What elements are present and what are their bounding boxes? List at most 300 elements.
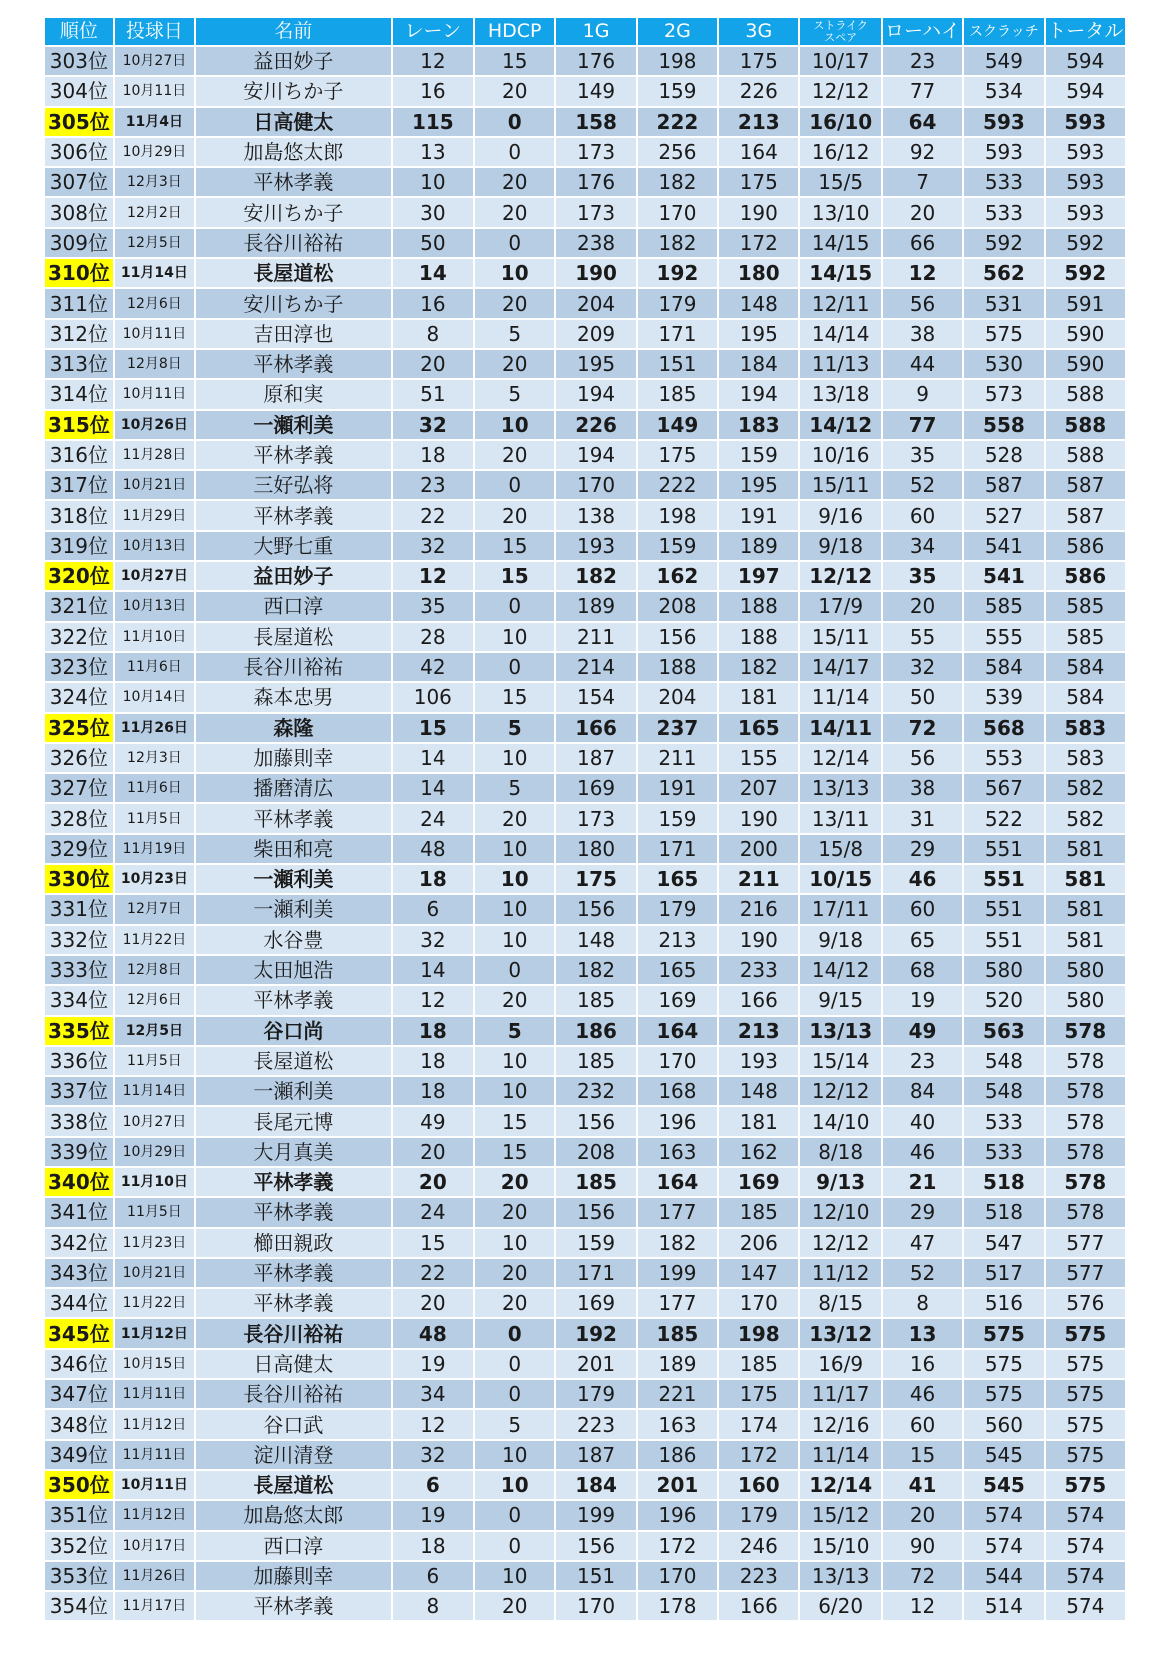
lane-cell: 6 — [392, 894, 474, 924]
lane-cell: 19 — [392, 1500, 474, 1530]
header-spare-label: スペア — [824, 30, 858, 44]
hdcp-cell: 10 — [474, 410, 555, 440]
date-cell: 12月6日 — [114, 288, 195, 318]
rank-cell: 320位 — [44, 561, 114, 591]
game3-cell: 160 — [718, 1470, 799, 1500]
strike-spare-cell: 10/15 — [799, 864, 881, 894]
table-row — [44, 349, 1126, 379]
header-strike-spare — [799, 17, 881, 46]
date-cell: 10月21日 — [114, 470, 195, 500]
strike-spare-cell: 12/12 — [799, 561, 881, 591]
date-cell: 10月23日 — [114, 864, 195, 894]
game3-cell: 179 — [718, 1500, 799, 1530]
low-high-cell: 31 — [882, 803, 963, 833]
rank-cell: 325位 — [44, 713, 114, 743]
name-cell: 長屋道松 — [195, 1470, 392, 1500]
game1-cell: 192 — [555, 1318, 636, 1348]
game2-cell: 182 — [637, 1228, 718, 1258]
game3-cell: 191 — [718, 500, 799, 530]
game2-cell: 163 — [637, 1409, 718, 1439]
game2-cell: 237 — [637, 713, 718, 743]
strike-spare-cell: 13/13 — [799, 773, 881, 803]
game2-cell: 163 — [637, 1137, 718, 1167]
total-cell: 585 — [1045, 591, 1126, 621]
table-row — [44, 864, 1126, 894]
rank-cell: 306位 — [44, 137, 114, 167]
name-cell: 播磨清広 — [195, 773, 392, 803]
low-high-cell: 66 — [882, 228, 963, 258]
rank-cell: 307位 — [44, 167, 114, 197]
game3-cell: 193 — [718, 1046, 799, 1076]
date-cell: 11月11日 — [114, 1379, 195, 1409]
name-cell: 原和実 — [195, 379, 392, 409]
total-cell: 587 — [1045, 500, 1126, 530]
name-cell: 長尾元博 — [195, 1106, 392, 1136]
table-row — [44, 137, 1126, 167]
hdcp-cell: 0 — [474, 652, 555, 682]
low-high-cell: 23 — [882, 46, 963, 76]
game2-cell: 172 — [637, 1531, 718, 1561]
hdcp-cell: 20 — [474, 1288, 555, 1318]
game1-cell: 171 — [555, 1258, 636, 1288]
rank-cell: 354位 — [44, 1591, 114, 1621]
lane-cell: 18 — [392, 1046, 474, 1076]
rank-cell: 346位 — [44, 1349, 114, 1379]
table-row — [44, 561, 1126, 591]
name-cell: 平林孝義 — [195, 349, 392, 379]
total-cell: 574 — [1045, 1591, 1126, 1621]
name-cell: 淀川清登 — [195, 1440, 392, 1470]
strike-spare-cell: 14/15 — [799, 228, 881, 258]
table-row — [44, 1379, 1126, 1409]
game2-cell: 198 — [637, 46, 718, 76]
game3-cell: 195 — [718, 319, 799, 349]
game3-cell: 211 — [718, 864, 799, 894]
date-cell: 11月22日 — [114, 925, 195, 955]
hdcp-cell: 10 — [474, 925, 555, 955]
rank-cell: 316位 — [44, 440, 114, 470]
rank-cell: 321位 — [44, 591, 114, 621]
strike-spare-cell: 15/8 — [799, 834, 881, 864]
lane-cell: 18 — [392, 1076, 474, 1106]
strike-spare-cell: 6/20 — [799, 1591, 881, 1621]
table-row — [44, 76, 1126, 106]
game1-cell: 182 — [555, 955, 636, 985]
total-cell: 594 — [1045, 46, 1126, 76]
name-cell: 谷口尚 — [195, 1016, 392, 1046]
strike-spare-cell: 13/18 — [799, 379, 881, 409]
date-cell: 11月28日 — [114, 440, 195, 470]
rank-cell: 308位 — [44, 197, 114, 227]
game1-cell: 156 — [555, 894, 636, 924]
table-row — [44, 591, 1126, 621]
hdcp-cell: 5 — [474, 379, 555, 409]
low-high-cell: 44 — [882, 349, 963, 379]
name-cell: 長屋道松 — [195, 622, 392, 652]
strike-spare-cell: 12/12 — [799, 76, 881, 106]
table-row — [44, 622, 1126, 652]
scratch-cell: 575 — [963, 1318, 1044, 1348]
game3-cell: 183 — [718, 410, 799, 440]
game1-cell: 138 — [555, 500, 636, 530]
total-cell: 580 — [1045, 985, 1126, 1015]
rank-cell: 331位 — [44, 894, 114, 924]
name-cell: 一瀬利美 — [195, 864, 392, 894]
game2-cell: 177 — [637, 1197, 718, 1227]
game1-cell: 173 — [555, 137, 636, 167]
rank-cell: 330位 — [44, 864, 114, 894]
rank-cell: 335位 — [44, 1016, 114, 1046]
date-cell: 10月27日 — [114, 46, 195, 76]
scratch-cell: 530 — [963, 349, 1044, 379]
lane-cell: 20 — [392, 1137, 474, 1167]
total-cell: 588 — [1045, 379, 1126, 409]
rank-cell: 332位 — [44, 925, 114, 955]
low-high-cell: 20 — [882, 1500, 963, 1530]
date-cell: 11月10日 — [114, 622, 195, 652]
scratch-cell: 533 — [963, 197, 1044, 227]
lane-cell: 6 — [392, 1561, 474, 1591]
name-cell: 西口淳 — [195, 1531, 392, 1561]
game1-cell: 169 — [555, 773, 636, 803]
game3-cell: 233 — [718, 955, 799, 985]
rank-cell: 341位 — [44, 1197, 114, 1227]
game3-cell: 216 — [718, 894, 799, 924]
lane-cell: 14 — [392, 773, 474, 803]
table-row — [44, 228, 1126, 258]
hdcp-cell: 0 — [474, 1349, 555, 1379]
date-cell: 11月5日 — [114, 1046, 195, 1076]
game1-cell: 195 — [555, 349, 636, 379]
lane-cell: 42 — [392, 652, 474, 682]
game1-cell: 226 — [555, 410, 636, 440]
lane-cell: 20 — [392, 1167, 474, 1197]
game3-cell: 182 — [718, 652, 799, 682]
hdcp-cell: 0 — [474, 107, 555, 137]
scratch-cell: 528 — [963, 440, 1044, 470]
lane-cell: 16 — [392, 288, 474, 318]
total-cell: 593 — [1045, 137, 1126, 167]
low-high-cell: 34 — [882, 531, 963, 561]
scratch-cell: 574 — [963, 1531, 1044, 1561]
game3-cell: 159 — [718, 440, 799, 470]
date-cell: 10月13日 — [114, 531, 195, 561]
low-high-cell: 77 — [882, 410, 963, 440]
low-high-cell: 60 — [882, 500, 963, 530]
scratch-cell: 514 — [963, 1591, 1044, 1621]
hdcp-cell: 10 — [474, 1046, 555, 1076]
name-cell: 大野七重 — [195, 531, 392, 561]
hdcp-cell: 15 — [474, 46, 555, 76]
lane-cell: 12 — [392, 46, 474, 76]
date-cell: 11月6日 — [114, 652, 195, 682]
game2-cell: 191 — [637, 773, 718, 803]
low-high-cell: 64 — [882, 107, 963, 137]
date-cell: 11月22日 — [114, 1288, 195, 1318]
scratch-cell: 560 — [963, 1409, 1044, 1439]
scratch-cell: 549 — [963, 46, 1044, 76]
lane-cell: 15 — [392, 713, 474, 743]
low-high-cell: 60 — [882, 1409, 963, 1439]
date-cell: 12月3日 — [114, 167, 195, 197]
scratch-cell: 593 — [963, 107, 1044, 137]
date-cell: 11月4日 — [114, 107, 195, 137]
date-cell: 10月27日 — [114, 1106, 195, 1136]
date-cell: 11月12日 — [114, 1409, 195, 1439]
game1-cell: 187 — [555, 743, 636, 773]
lane-cell: 14 — [392, 743, 474, 773]
game2-cell: 179 — [637, 288, 718, 318]
low-high-cell: 29 — [882, 1197, 963, 1227]
lane-cell: 48 — [392, 1318, 474, 1348]
date-cell: 10月13日 — [114, 591, 195, 621]
hdcp-cell: 20 — [474, 288, 555, 318]
game3-cell: 166 — [718, 1591, 799, 1621]
low-high-cell: 12 — [882, 1591, 963, 1621]
game1-cell: 166 — [555, 713, 636, 743]
low-high-cell: 41 — [882, 1470, 963, 1500]
lane-cell: 32 — [392, 410, 474, 440]
game3-cell: 155 — [718, 743, 799, 773]
rank-cell: 323位 — [44, 652, 114, 682]
rank-cell: 309位 — [44, 228, 114, 258]
game3-cell: 170 — [718, 1288, 799, 1318]
game2-cell: 182 — [637, 167, 718, 197]
game2-cell: 221 — [637, 1379, 718, 1409]
header-lane: レーン — [392, 17, 474, 46]
low-high-cell: 35 — [882, 440, 963, 470]
game1-cell: 208 — [555, 1137, 636, 1167]
strike-spare-cell: 12/10 — [799, 1197, 881, 1227]
strike-spare-cell: 9/13 — [799, 1167, 881, 1197]
low-high-cell: 72 — [882, 713, 963, 743]
scratch-cell: 575 — [963, 1379, 1044, 1409]
date-cell: 11月17日 — [114, 1591, 195, 1621]
table-row — [44, 1470, 1126, 1500]
date-cell: 11月26日 — [114, 1561, 195, 1591]
hdcp-cell: 0 — [474, 1500, 555, 1530]
lane-cell: 8 — [392, 1591, 474, 1621]
lane-cell: 24 — [392, 803, 474, 833]
hdcp-cell: 10 — [474, 743, 555, 773]
total-cell: 593 — [1045, 197, 1126, 227]
scratch-cell: 533 — [963, 1137, 1044, 1167]
scratch-cell: 516 — [963, 1288, 1044, 1318]
hdcp-cell: 10 — [474, 258, 555, 288]
table-row — [44, 500, 1126, 530]
date-cell: 11月23日 — [114, 1228, 195, 1258]
name-cell: 長谷川裕祐 — [195, 1379, 392, 1409]
date-cell: 10月14日 — [114, 682, 195, 712]
game3-cell: 172 — [718, 228, 799, 258]
name-cell: 谷口武 — [195, 1409, 392, 1439]
rank-cell: 304位 — [44, 76, 114, 106]
game3-cell: 190 — [718, 925, 799, 955]
table-row — [44, 773, 1126, 803]
table-row — [44, 379, 1126, 409]
game3-cell: 200 — [718, 834, 799, 864]
lane-cell: 28 — [392, 622, 474, 652]
rank-cell: 336位 — [44, 1046, 114, 1076]
hdcp-cell: 20 — [474, 1197, 555, 1227]
game3-cell: 197 — [718, 561, 799, 591]
rank-cell: 303位 — [44, 46, 114, 76]
date-cell: 12月5日 — [114, 228, 195, 258]
total-cell: 590 — [1045, 319, 1126, 349]
date-cell: 10月11日 — [114, 379, 195, 409]
hdcp-cell: 20 — [474, 500, 555, 530]
hdcp-cell: 10 — [474, 622, 555, 652]
hdcp-cell: 0 — [474, 1531, 555, 1561]
rank-cell: 324位 — [44, 682, 114, 712]
game3-cell: 207 — [718, 773, 799, 803]
rank-cell: 350位 — [44, 1470, 114, 1500]
strike-spare-cell: 16/12 — [799, 137, 881, 167]
total-cell: 578 — [1045, 1167, 1126, 1197]
scratch-cell: 539 — [963, 682, 1044, 712]
rank-cell: 348位 — [44, 1409, 114, 1439]
total-cell: 588 — [1045, 440, 1126, 470]
game3-cell: 190 — [718, 197, 799, 227]
rank-cell: 310位 — [44, 258, 114, 288]
table-row — [44, 894, 1126, 924]
table-row — [44, 1197, 1126, 1227]
strike-spare-cell: 11/14 — [799, 1440, 881, 1470]
total-cell: 583 — [1045, 713, 1126, 743]
hdcp-cell: 15 — [474, 561, 555, 591]
game3-cell: 180 — [718, 258, 799, 288]
strike-spare-cell: 13/10 — [799, 197, 881, 227]
scratch-cell: 592 — [963, 228, 1044, 258]
scratch-cell: 575 — [963, 1349, 1044, 1379]
name-cell: 三好弘将 — [195, 470, 392, 500]
lane-cell: 32 — [392, 1440, 474, 1470]
date-cell: 11月5日 — [114, 803, 195, 833]
lane-cell: 34 — [392, 1379, 474, 1409]
strike-spare-cell: 9/18 — [799, 531, 881, 561]
scratch-cell: 573 — [963, 379, 1044, 409]
game2-cell: 170 — [637, 1561, 718, 1591]
name-cell: 安川ちか子 — [195, 76, 392, 106]
table-row — [44, 834, 1126, 864]
game3-cell: 165 — [718, 713, 799, 743]
table-header — [44, 17, 1126, 46]
scratch-cell: 522 — [963, 803, 1044, 833]
date-cell: 12月7日 — [114, 894, 195, 924]
game3-cell: 148 — [718, 288, 799, 318]
low-high-cell: 23 — [882, 1046, 963, 1076]
rank-cell: 312位 — [44, 319, 114, 349]
hdcp-cell: 20 — [474, 76, 555, 106]
strike-spare-cell: 14/17 — [799, 652, 881, 682]
table-row — [44, 258, 1126, 288]
game3-cell: 181 — [718, 1106, 799, 1136]
strike-spare-cell: 9/18 — [799, 925, 881, 955]
game2-cell: 256 — [637, 137, 718, 167]
name-cell: 平林孝義 — [195, 803, 392, 833]
table-row — [44, 1349, 1126, 1379]
total-cell: 584 — [1045, 652, 1126, 682]
table-row — [44, 1440, 1126, 1470]
lane-cell: 12 — [392, 561, 474, 591]
game2-cell: 151 — [637, 349, 718, 379]
lane-cell: 8 — [392, 319, 474, 349]
game1-cell: 184 — [555, 1470, 636, 1500]
game3-cell: 174 — [718, 1409, 799, 1439]
table-row — [44, 167, 1126, 197]
low-high-cell: 90 — [882, 1531, 963, 1561]
strike-spare-cell: 14/14 — [799, 319, 881, 349]
table-row — [44, 743, 1126, 773]
scratch-cell: 533 — [963, 1106, 1044, 1136]
scratch-cell: 568 — [963, 713, 1044, 743]
scratch-cell: 593 — [963, 137, 1044, 167]
rank-cell: 328位 — [44, 803, 114, 833]
rank-cell: 345位 — [44, 1318, 114, 1348]
table-row — [44, 1561, 1126, 1591]
game1-cell: 173 — [555, 803, 636, 833]
strike-spare-cell: 8/18 — [799, 1137, 881, 1167]
date-cell: 10月21日 — [114, 1258, 195, 1288]
low-high-cell: 55 — [882, 622, 963, 652]
hdcp-cell: 5 — [474, 773, 555, 803]
game3-cell: 213 — [718, 1016, 799, 1046]
strike-spare-cell: 10/16 — [799, 440, 881, 470]
scratch-cell: 585 — [963, 591, 1044, 621]
date-cell: 10月11日 — [114, 1470, 195, 1500]
game2-cell: 170 — [637, 1046, 718, 1076]
game1-cell: 199 — [555, 1500, 636, 1530]
table-row — [44, 470, 1126, 500]
strike-spare-cell: 10/17 — [799, 46, 881, 76]
date-cell: 11月19日 — [114, 834, 195, 864]
scratch-cell: 551 — [963, 834, 1044, 864]
strike-spare-cell: 13/13 — [799, 1561, 881, 1591]
game2-cell: 204 — [637, 682, 718, 712]
game2-cell: 211 — [637, 743, 718, 773]
strike-spare-cell: 12/12 — [799, 1076, 881, 1106]
date-cell: 11月10日 — [114, 1167, 195, 1197]
strike-spare-cell: 12/14 — [799, 1470, 881, 1500]
rank-cell: 349位 — [44, 1440, 114, 1470]
total-cell: 574 — [1045, 1561, 1126, 1591]
scratch-cell: 555 — [963, 622, 1044, 652]
game2-cell: 198 — [637, 500, 718, 530]
game3-cell: 198 — [718, 1318, 799, 1348]
low-high-cell: 72 — [882, 1561, 963, 1591]
name-cell: 平林孝義 — [195, 167, 392, 197]
low-high-cell: 77 — [882, 76, 963, 106]
total-cell: 590 — [1045, 349, 1126, 379]
game2-cell: 175 — [637, 440, 718, 470]
header-date: 投球日 — [114, 17, 195, 46]
game2-cell: 159 — [637, 803, 718, 833]
date-cell: 12月8日 — [114, 955, 195, 985]
name-cell: 長屋道松 — [195, 1046, 392, 1076]
game3-cell: 206 — [718, 1228, 799, 1258]
hdcp-cell: 10 — [474, 1228, 555, 1258]
rank-cell: 338位 — [44, 1106, 114, 1136]
total-cell: 574 — [1045, 1531, 1126, 1561]
name-cell: 太田旭浩 — [195, 955, 392, 985]
lane-cell: 32 — [392, 531, 474, 561]
name-cell: 森本忠男 — [195, 682, 392, 712]
name-cell: 安川ちか子 — [195, 197, 392, 227]
low-high-cell: 40 — [882, 1106, 963, 1136]
strike-spare-cell: 16/9 — [799, 1349, 881, 1379]
game2-cell: 201 — [637, 1470, 718, 1500]
scratch-cell: 547 — [963, 1228, 1044, 1258]
